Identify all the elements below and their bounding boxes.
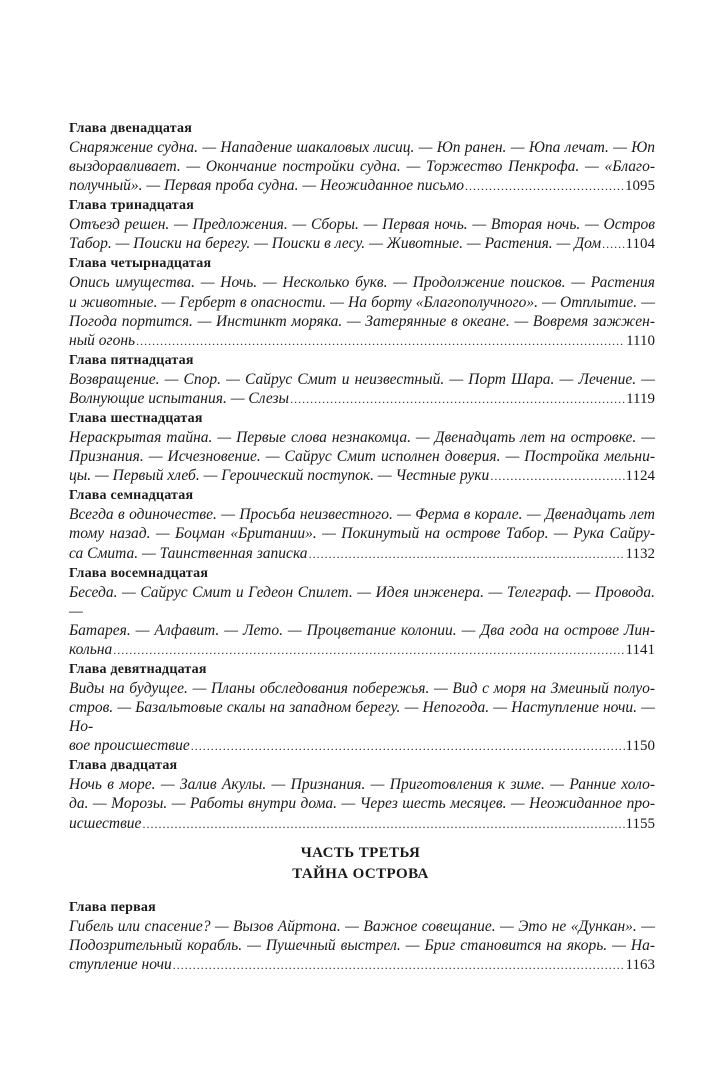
entry-line: тому назад. — Боцман «Британии». — Покинутый на острове Табор. — Рука Сайру- (69, 525, 655, 543)
entry-line: Погода портится. — Инстинкт моряка. — Затерянные в океане. — Вовремя зажжен- (69, 312, 655, 330)
chapter-title: Глава первая (69, 900, 156, 915)
page-number: 1095 (625, 178, 655, 195)
chapter-entry[interactable] (69, 273, 655, 350)
chapter-title: Глава восемнадцатая (69, 565, 209, 581)
page-number: 1119 (626, 390, 655, 407)
entry-line: Батарея. — Алфавит. — Лето. — Процветание колонии. — Два года на острове Лин- (69, 621, 655, 639)
part-title: ТАЙНА ОСТРОВА (292, 866, 429, 882)
part-heading (0, 843, 721, 885)
chapter-title: Глава пятнадцатая (69, 352, 194, 368)
entry-line: Отъезд решен. — Предложения. — Сборы. — Первая ночь. — Вторая ночь. — Остров (69, 216, 655, 234)
dot-leader (309, 545, 625, 564)
entry-line: Опись имущества. — Ночь. — Несколько букв. — Продолжение поисков. — Растения (69, 274, 655, 292)
chapter-title: Глава двадцатая (69, 758, 178, 774)
dot-leader (191, 737, 625, 756)
entry-line: цы. — Первый хлеб. — Героический поступок. — Честные руки (69, 467, 490, 485)
page-number: 1124 (625, 468, 655, 485)
entry-line: Снаряжение судна. — Нападение шакаловых лисиц. — Юп ранен. — Юпа лечат. — Юп (69, 139, 655, 156)
page-number: 1150 (625, 738, 655, 755)
dot-leader (136, 332, 625, 351)
entry-line: вое происшествие (69, 737, 190, 755)
chapter-entry[interactable] (69, 917, 655, 975)
part-number: ЧАСТЬ ТРЕТЬЯ (300, 845, 421, 861)
dot-leader (290, 390, 625, 409)
chapter-title: Глава четырнадцатая (69, 256, 212, 272)
entry-line: исшествие (69, 814, 142, 832)
entry-line: са Смита. — Таинственная записка (69, 544, 308, 562)
chapter-title: Глава тринадцатая (69, 198, 195, 214)
entry-line: Нераскрытая тайна. — Первые слова незнакомца. — Двенадцать лет на островке. — (69, 429, 655, 447)
part-table-of-contents (69, 898, 655, 975)
chapter-title: Глава семнадцатая (69, 488, 194, 504)
chapter-entry[interactable] (69, 583, 655, 660)
chapter-entry[interactable] (69, 428, 655, 486)
page-number: 1163 (625, 957, 655, 974)
entry-line: получный». — Первая проба судна. — Неожиданное письмо (69, 177, 465, 195)
entry-last-line (69, 389, 655, 409)
table-of-contents (69, 119, 655, 834)
page-number: 1141 (625, 641, 655, 658)
page-number: 1155 (625, 815, 655, 832)
entry-line: ступление ночи (69, 956, 172, 974)
entry-line: Виды на будущее. — Планы обследования побережья. — Вид с моря на Змеиный полуо- (69, 679, 655, 697)
entry-line: да. — Морозы. — Работы внутри дома. — Через шесть месяцев. — Неожиданное про- (69, 795, 655, 813)
entry-last-line (69, 234, 655, 254)
page-number: 1110 (626, 332, 655, 349)
entry-last-line (69, 466, 655, 486)
entry-last-line (69, 640, 655, 660)
chapter-title: Глава шестнадцатая (69, 411, 203, 427)
dot-leader (173, 956, 625, 975)
entry-last-line (69, 331, 655, 351)
chapter-entry[interactable] (69, 679, 655, 756)
entry-last-line (69, 955, 655, 975)
entry-line: Возвращение. — Спор. — Сайрус Смит и неизвестный. — Порт Шара. — Лечение. — (69, 370, 655, 388)
entry-line: Беседа. — Сайрус Смит и Гедеон Спилет. — Идея инженера. — Телеграф. — Провода. — (69, 583, 655, 620)
entry-line: выздоравливает. — Окончание постройки судна. — Торжество Пенкрофа. — «Благо- (69, 158, 655, 176)
entry-last-line (69, 176, 655, 196)
chapter-title: Глава двенадцатая (69, 121, 192, 136)
chapter-title: Глава девятнадцатая (69, 661, 207, 677)
entry-line: Всегда в одиночестве. — Просьба неизвестного. — Ферма в корале. — Двенадцать лет (69, 506, 655, 524)
chapter-entry[interactable] (69, 775, 655, 833)
chapter-entry[interactable] (69, 215, 655, 254)
entry-line: кольна (69, 640, 113, 658)
entry-line: Табор. — Поиски на берегу. — Поиски в лесу. — Животные. — Растения. — Дом (69, 235, 602, 253)
dot-leader (490, 467, 624, 486)
dot-leader (602, 235, 624, 254)
entry-line: Волнующие испытания. — Слезы (69, 389, 290, 407)
entry-line: и животные. — Герберт в опасности. — На борту «Благополучного». — Отплытие. — (69, 293, 655, 311)
entry-line: Подозрительный корабль. — Пушечный выстрел. — Бриг становится на якорь. — На- (69, 937, 655, 955)
dot-leader (142, 815, 624, 834)
entry-line: стров. — Базальтовые скалы на западном берегу. — Непогода. — Наступление ночи. — Но- (69, 699, 655, 736)
entry-line: ный огонь (69, 331, 136, 349)
entry-line: Ночь в море. — Залив Акулы. — Признания. — Приготовления к зиме. — Ранние холо- (69, 776, 655, 794)
dot-leader (465, 177, 624, 196)
entry-last-line (69, 814, 655, 834)
chapter-entry[interactable] (69, 370, 655, 409)
page-number: 1132 (625, 545, 655, 562)
page-number: 1104 (625, 236, 655, 253)
entry-line: Признания. — Исчезновение. — Сайрус Смит исполнен доверия. — Постройка мельни- (69, 448, 655, 466)
entry-last-line (69, 544, 655, 564)
entry-last-line (69, 736, 655, 756)
chapter-entry[interactable] (69, 138, 655, 196)
entry-line: Гибель или спасение? — Вызов Айртона. — Важное совещание. — Это не «Дункан». — (69, 918, 655, 935)
chapter-entry[interactable] (69, 505, 655, 563)
dot-leader (113, 641, 624, 660)
